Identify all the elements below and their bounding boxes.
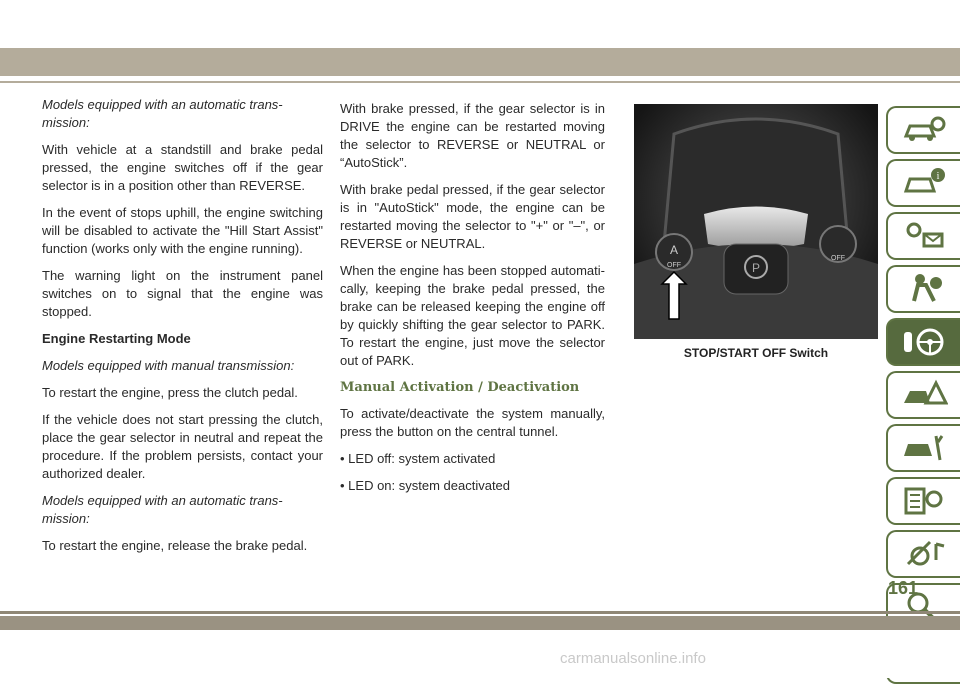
bullet-item: • LED on: system deactivated xyxy=(340,478,511,493)
airbag-person-icon xyxy=(900,271,948,307)
tab-servicing-maintenance[interactable] xyxy=(886,424,960,472)
tab-getting-to-know[interactable] xyxy=(886,106,960,154)
subheading: Engine Restarting Mode xyxy=(42,331,191,346)
page-footer-area xyxy=(0,630,960,678)
paragraph: In the event of stops uphill, the engine switching will be disabled to activate the "Hill Start Assist" function (works only with the engine running). xyxy=(42,205,323,256)
svg-text:P: P xyxy=(751,261,761,275)
switch-photo xyxy=(634,104,878,339)
right-off-label: OFF xyxy=(831,255,845,262)
car-info-icon xyxy=(900,165,948,201)
paragraph: The warning light on the instrument panel switches on to signal that the engine was stopped. xyxy=(42,268,323,319)
paragraph: When the engine has been stopped automati-cally, keeping the brake pedal pressed, the brake can be released keeping the engine off by quickly shifting the gear selector to PARK. To restart the engine, just move the selector out of PARK. xyxy=(340,263,605,368)
car-tools-icon xyxy=(900,430,948,466)
tab-safety[interactable] xyxy=(886,265,960,313)
figure-caption: STOP/START OFF Switch xyxy=(683,346,829,360)
paragraph: To restart the engine, release the brake pedal. xyxy=(42,538,308,553)
svg-text:i: i xyxy=(936,171,940,182)
paragraph: To restart the engine, press the clutch pedal. xyxy=(42,385,298,400)
section-heading: Manual Activation / Deactivation xyxy=(340,380,580,395)
tab-in-case-of-emergency[interactable] xyxy=(886,371,960,419)
tab-vehicle-features[interactable] xyxy=(886,159,960,207)
paragraph: With brake pedal pressed, if the gear selector is in "AutoStick" mode, the engine can be restarted moving the selector to "+" or "–", or REVERSE or NEUTRAL. xyxy=(340,182,605,251)
tab-starting-operating[interactable] xyxy=(886,318,960,366)
paragraph: To activate/deactivate the system manually, press the button on the central tunnel. xyxy=(340,406,605,439)
bottom-band xyxy=(0,616,960,630)
left-off-label: OFF xyxy=(667,262,681,269)
paragraph: Models equipped with an automatic trans- mission: xyxy=(42,493,283,526)
warning-lights-icon xyxy=(900,218,948,254)
chapter-tabs xyxy=(886,106,960,689)
paragraph: If the vehicle does not start pressing the clutch, place the gear selector in neutral and repeat the procedure. If the problem persists, contact your authorized dealer. xyxy=(42,412,323,481)
key-steering-wheel-icon xyxy=(900,324,948,360)
multimedia-phone-icon xyxy=(900,536,948,572)
middle-column xyxy=(340,100,605,504)
top-rule xyxy=(0,81,960,83)
car-crash-warning-icon xyxy=(900,377,948,413)
bottom-rule xyxy=(0,611,960,614)
tab-multimedia[interactable] xyxy=(886,530,960,578)
console-illustration xyxy=(634,104,878,339)
car-search-icon xyxy=(900,112,948,148)
tab-instrument-panel[interactable] xyxy=(886,212,960,260)
paragraph: Models equipped with an automatic trans- mission: xyxy=(42,97,283,130)
watermark: carmanualsonline.info xyxy=(560,650,706,667)
left-column xyxy=(42,96,323,564)
tab-technical-specifications[interactable] xyxy=(886,477,960,525)
svg-text:A: A xyxy=(669,243,679,257)
bullet-item: • LED off: system activated xyxy=(340,451,496,466)
paragraph: Models equipped with manual transmission: xyxy=(42,358,295,373)
specifications-gear-icon xyxy=(900,483,948,519)
top-band xyxy=(0,48,960,76)
paragraph: With brake pressed, if the gear selector is in DRIVE the engine can be restarted moving the selector to REVERSE or NEUTRAL or “AutoStick”. xyxy=(340,101,605,170)
paragraph: With vehicle at a standstill and brake pedal pressed, the engine switches off if the gear selector is in a position other than REVERSE. xyxy=(42,142,323,193)
page-number: 161 xyxy=(887,578,918,598)
